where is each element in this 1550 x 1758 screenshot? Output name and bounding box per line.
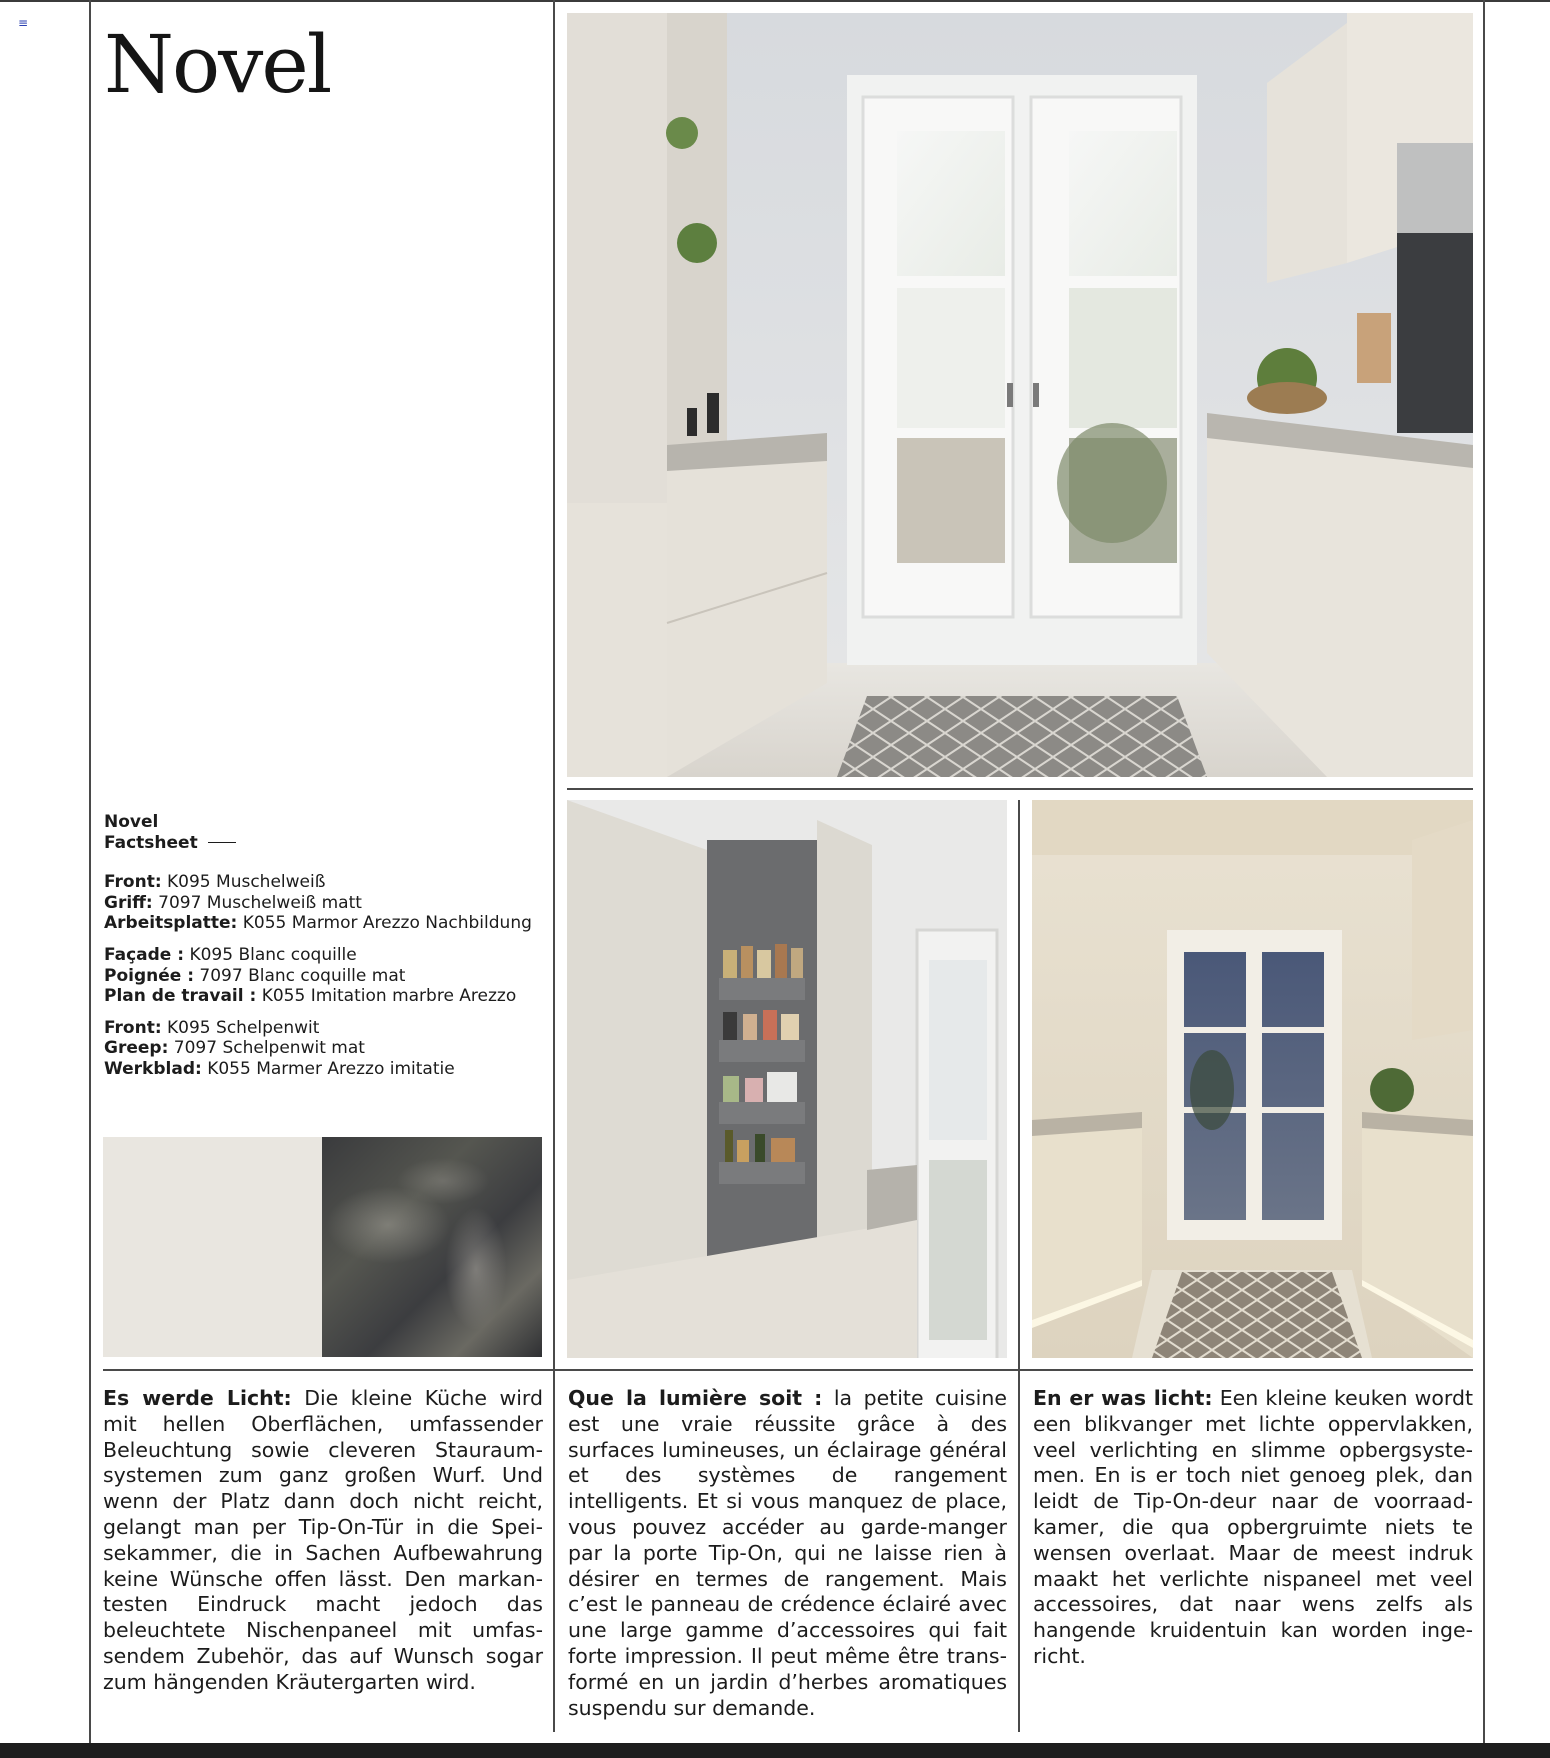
menu-icon[interactable]: ≡ [18,16,29,30]
column-rule-2 [1018,800,1020,1732]
spec-line [104,966,544,987]
spec-line [104,1059,544,1080]
spec-value: 7097 Muschelweiß matt [158,892,362,913]
factsheet-label-row [104,833,544,854]
spec-value: K055 Imitation marbre Arezzo [261,986,517,1007]
factsheet-group-fr [104,945,544,1007]
spec-key: Greep: [104,1038,169,1059]
text-column-french [568,1386,1007,1721]
spec-value: K095 Blanc coquille [189,944,357,965]
text-section-divider [103,1369,1473,1371]
spec-value: K095 Schelpenwit [167,1017,320,1038]
column-rule-1 [553,0,555,1732]
spec-key: Griff: [104,892,153,913]
right-margin-rule [1483,0,1485,1743]
text-column-dutch [1033,1386,1473,1670]
text-column-german [103,1386,543,1696]
spec-key: Arbeitsplatte: [104,913,238,934]
front-color-swatch [103,1137,323,1357]
spec-value: K095 Muschelweiß [167,872,326,893]
spec-line [104,893,544,914]
lead-de: Es werde Licht: [103,1386,292,1410]
spec-line [104,913,544,934]
factsheet-name: Novel [104,812,159,832]
spec-value: 7097 Schelpenwit mat [173,1038,365,1059]
lead-fr: Que la lumière soit : [568,1386,823,1410]
factsheet-group-de [104,872,544,934]
pantry-pullout-photo [567,800,1007,1358]
spec-key: Façade : [104,944,185,965]
spec-key: Front: [104,1017,162,1038]
factsheet [104,812,544,1080]
body-de: Die kleine Küche wird mit hellen Oberflächen, umfassender Beleuchtung sowie cleveren Stauraumsystemen zum ganz großen Wurf. Und wenn der Platz dann doch nicht reicht, gelangt man per Tip-On-Tür in die Speisekammer, die in Sachen Aufbewahrung keine Wünsche offen lässt. Den markantesten Eindruck macht jedoch das beleuchtete Nischenpaneel mit umfassendem Zubehör, das auf Wunsch sogar zum hängenden Kräutergarten wird. [103,1386,543,1694]
spec-key: Werkblad: [104,1058,202,1079]
lead-nl: En er was licht: [1033,1386,1213,1410]
factsheet-label: Factsheet [104,832,198,853]
spec-key: Poignée : [104,965,195,986]
page-top-border [0,0,1550,2]
spec-line [104,1018,544,1039]
spec-line [104,945,544,966]
marble-worktop-swatch [322,1137,542,1357]
page-bottom-bar [0,1743,1550,1758]
left-margin-rule [89,0,91,1743]
page-title: Novel [104,18,331,111]
spec-line [104,872,544,893]
body-nl: Een kleine keuken wordt een blikvanger met lichte oppervlakken, veel verlichting en slimme opbergsystemen. En is er toch niet genoeg plek, dan leidt de Tip-On-deur naar de voorraadkamer, die qua opbergruimte niets te wensen overlaat. Maar de meest indruk maakt het verlichte nispaneel met veel accessoires, dat naar wens zelfs als hangende kruidentuin kan worden ingericht. [1033,1386,1473,1668]
photo-divider [567,788,1473,790]
spec-line [104,986,544,1007]
factsheet-dash [208,842,236,844]
spec-value: 7097 Blanc coquille mat [199,965,406,986]
illuminated-kitchen-photo [1032,800,1473,1358]
spec-key: Front: [104,872,162,893]
body-fr: la petite cuisine est une vraie réussite grâce à des surfaces lumineuses, un éclairage général et des systèmes de rangement intelligents. Et si vous manquez de place, vous pouvez accéder au garde-manger par la porte Tip-On, qui ne laisse rien à désirer en termes de rangement. Mais c’est le panneau de crédence éclairé avec une large gamme d’accessoires qui fait forte impression. Il peut même être transformé en un jardin d’herbes aromatiques suspendu sur demande. [568,1386,1007,1720]
main-kitchen-photo [567,13,1473,777]
spec-value: K055 Marmer Arezzo imitatie [207,1058,455,1079]
spec-value: K055 Marmor Arezzo Nachbildung [242,913,532,934]
spec-key: Plan de travail : [104,986,257,1007]
spec-line [104,1038,544,1059]
factsheet-group-nl [104,1018,544,1080]
